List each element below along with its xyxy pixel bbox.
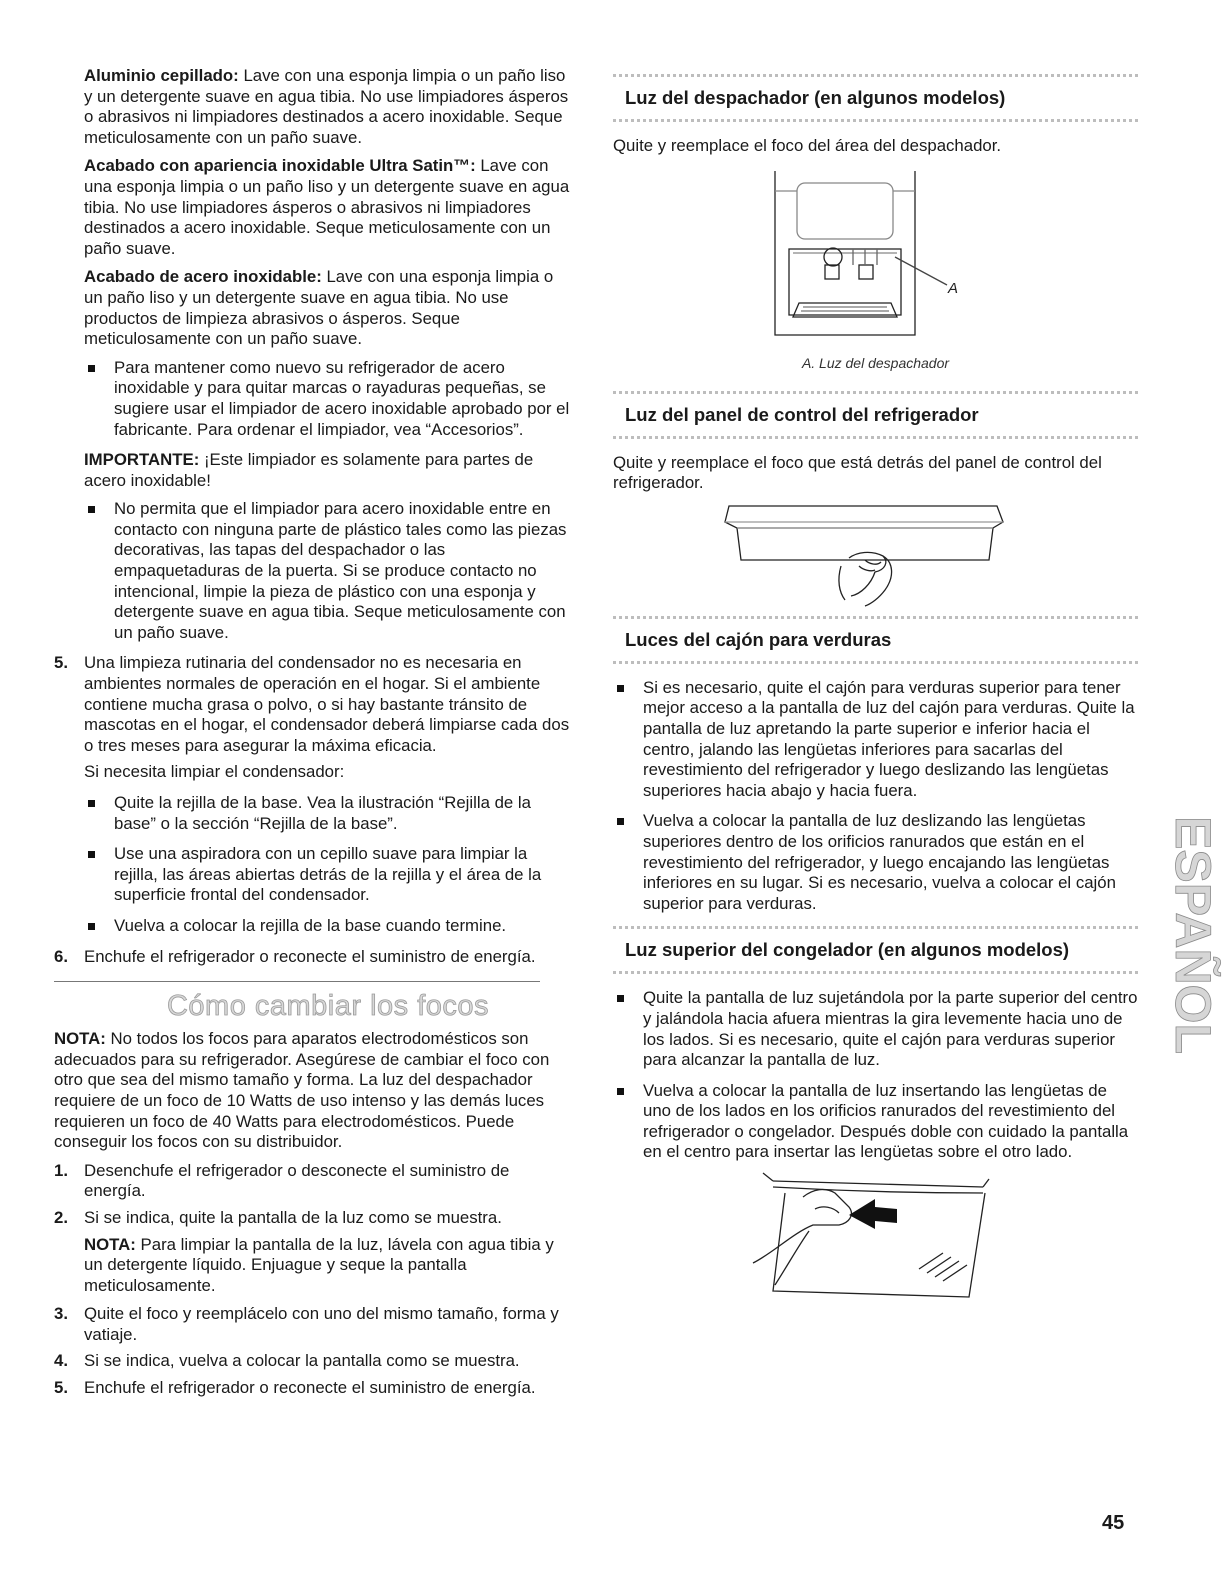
bullet-icon <box>88 365 95 372</box>
section-divider <box>54 981 540 982</box>
step-5: 5. Una limpieza rutinaria del condensador no es necesaria en ambientes normales de operación en el hogar. Si el ambiente contiene mucha grasa o polvo, o si hay bastante tránsito de mascotas en el hogar, el condensador deberá limpiarse cada dos o tres meses para asegurar la máxima eficacia. <box>54 653 570 755</box>
bullet-icon <box>88 851 95 858</box>
freezer-light-illustration <box>613 1173 1138 1303</box>
dispenser-figure-caption: A. Luz del despachador <box>801 354 950 371</box>
steps-condenser <box>54 653 572 967</box>
step-6: 6. Enchufe el refrigerador o reconecte el suministro de energía. <box>54 946 536 966</box>
bullet-icon <box>88 800 95 807</box>
note-cleaning: NOTA: Para limpiar la pantalla de la luz, lávela con agua tibia y un detergente líquido. Enjuague y seque la pantalla meticulosamente. <box>84 1234 554 1295</box>
heading-dispenser-light: Luz del despachador (en algunos modelos) <box>613 74 1138 122</box>
heading-freezer-top-light: Luz superior del congelador (en algunos modelos) <box>613 926 1138 974</box>
sub-bullet: Use una aspiradora con un cepillo suave para limpiar la rejilla, las áreas abiertas detrás de la rejilla y el área de la superficie frontal del condensador. <box>84 844 572 906</box>
paragraph-important: IMPORTANTE: ¡Este limpiador es solamente para partes de acero inoxidable! <box>84 450 534 490</box>
bullet-icon <box>88 506 95 513</box>
left-column <box>54 66 572 1405</box>
paragraph-stainless-steel: Acabado de acero inoxidable: Lave con una esponja limpia o un paño liso y un detergente suave en agua tibia. No use productos de limpieza abrasivos o ásperos. Seque meticulosamente con un paño suave. <box>84 267 554 349</box>
bulb-step-1: 1. Desenchufe el refrigerador o desconecte el suministro de energía. <box>54 1160 510 1201</box>
page-number: 45 <box>1102 1512 1125 1534</box>
bullet-icon <box>617 818 624 825</box>
bulb-step-4: 4. Si se indica, vuelva a colocar la pantalla como se muestra. <box>54 1351 520 1371</box>
dispenser-light-illustration <box>613 165 1138 345</box>
sub-bullet: Vuelva a colocar la rejilla de la base cuando termine. <box>84 916 572 937</box>
crisper-bullet: Si es necesario, quite el cajón para verduras superior para tener mejor acceso a la pantalla de luz del cajón para verduras. Quite la pantalla de luz apretando la parte superior e inferior hacia el centro, jalando las lengüetas inferiores para sacarlas del revestimiento del refrigerador y luego deslizando las lengüetas superiores hacia abajo y hacia fuera. <box>613 678 1138 802</box>
bullet-icon <box>617 1088 624 1095</box>
dispenser-light-text: Quite y reemplace el foco del área del despachador. <box>613 136 1002 155</box>
freezer-bullet: Quite la pantalla de luz sujetándola por la parte superior del centro y jalándola hacia afuera mientras la gira levemente hacia uno de los lados. Si es necesario, quite el cajón para verduras superior para alcanzar la pantalla de luz. <box>613 988 1138 1070</box>
bullet-icon <box>617 685 624 692</box>
bulb-step-3: 3. Quite el foco y reemplácelo con uno del mismo tamaño, forma y vatiaje. <box>54 1304 559 1344</box>
steps-bulbs <box>54 1161 572 1399</box>
heading-crisper-lights: Luces del cajón para verduras <box>613 616 1138 664</box>
bullet-icon <box>88 923 95 930</box>
step-5-sub: Si necesita limpiar el condensador: <box>84 762 345 782</box>
language-side-tab <box>1156 810 1221 1070</box>
figure-label-a: A <box>948 279 959 297</box>
section-title: Cómo cambiar los focos <box>166 990 490 1023</box>
arrow-icon <box>849 1199 897 1229</box>
heading-control-panel-light: Luz del panel de control del refrigerador <box>613 391 1138 439</box>
svg-text:ESPAÑOL: ESPAÑOL <box>1165 816 1221 1054</box>
control-panel-light-illustration <box>613 500 1138 610</box>
paragraph-ultra-satin: Acabado con apariencia inoxidable Ultra Satin™: Lave con una esponja limpia o un paño liso y un detergente suave en agua tibia. No use limpiadores ásperos o abrasivos ni limpiadores destinados a acero inoxidable. Seque meticulosamente con un paño suave. <box>84 156 570 258</box>
freezer-bullet: Vuelva a colocar la pantalla de luz insertando las lengüetas de uno de los lados en los orificios ranurados del revestimiento del refrigerador o congelador. Después doble con cuidado la pantalla en el centro para insertar las lengüetas sobre el otro lado. <box>613 1081 1138 1163</box>
bulb-step-5: 5. Enchufe el refrigerador o reconecte el suministro de energía. <box>54 1378 536 1398</box>
crisper-bullet: Vuelva a colocar la pantalla de luz deslizando las lengüetas superiores dentro de los orificios ranurados que están en el revestimiento del refrigerador, y luego encajando las lengüetas inferiores en su lugar. Si es necesario, vuelva a colocar el cajón superior para verduras. <box>613 811 1138 914</box>
bulb-step-2: 2. Si se indica, quite la pantalla de la luz como se muestra. <box>54 1207 502 1227</box>
bullet-icon <box>617 995 624 1002</box>
sub-bullet: Quite la rejilla de la base. Vea la ilustración “Rejilla de la base” o la sección “Rejilla de la base”. <box>84 793 572 834</box>
right-column <box>613 74 1138 1303</box>
bullet-cleaner-suggestion: Para mantener como nuevo su refrigerador de acero inoxidable y para quitar marcas o rayaduras pequeñas, se sugiere usar el limpiador de acero inoxidable aprobado por el fabricante. Para ordenar el limpiador, vea “Accesorios”. <box>84 358 572 440</box>
control-panel-light-text: Quite y reemplace el foco que está detrás del panel de control del refrigerador. <box>613 452 1102 493</box>
paragraph-brushed-aluminum: Aluminio cepillado: Lave con una esponja limpia o un paño liso y un detergente suave en agua tibia. No use limpiadores ásperos o abrasivos ni limpiadores destinados a acero inoxidable. Seque meticulosamente con un paño suave. <box>84 66 569 147</box>
note-bulbs: NOTA: No todos los focos para aparatos electrodomésticos son adecuados para su refrigerador. Asegúrese de cambiar el foco con otro que sea del mismo tamaño y forma. La luz del despachador requiere de un foco de 10 Watts de uso intenso y las demás luces requieren un foco de 40 Watts para electrodomésticos. Puede conseguir los focos con su distribuidor. <box>54 1029 550 1152</box>
bullet-plastic-warning: No permita que el limpiador para acero inoxidable entre en contacto con ninguna parte de plástico tales como las piezas decorativas, las tapas del despachador o las empaquetaduras de la puerta. Si se produce contacto no intencional, limpie la pieza de plástico con una esponja y detergente suave en agua tibia. Seque meticulosamente con un paño suave. <box>84 499 572 643</box>
